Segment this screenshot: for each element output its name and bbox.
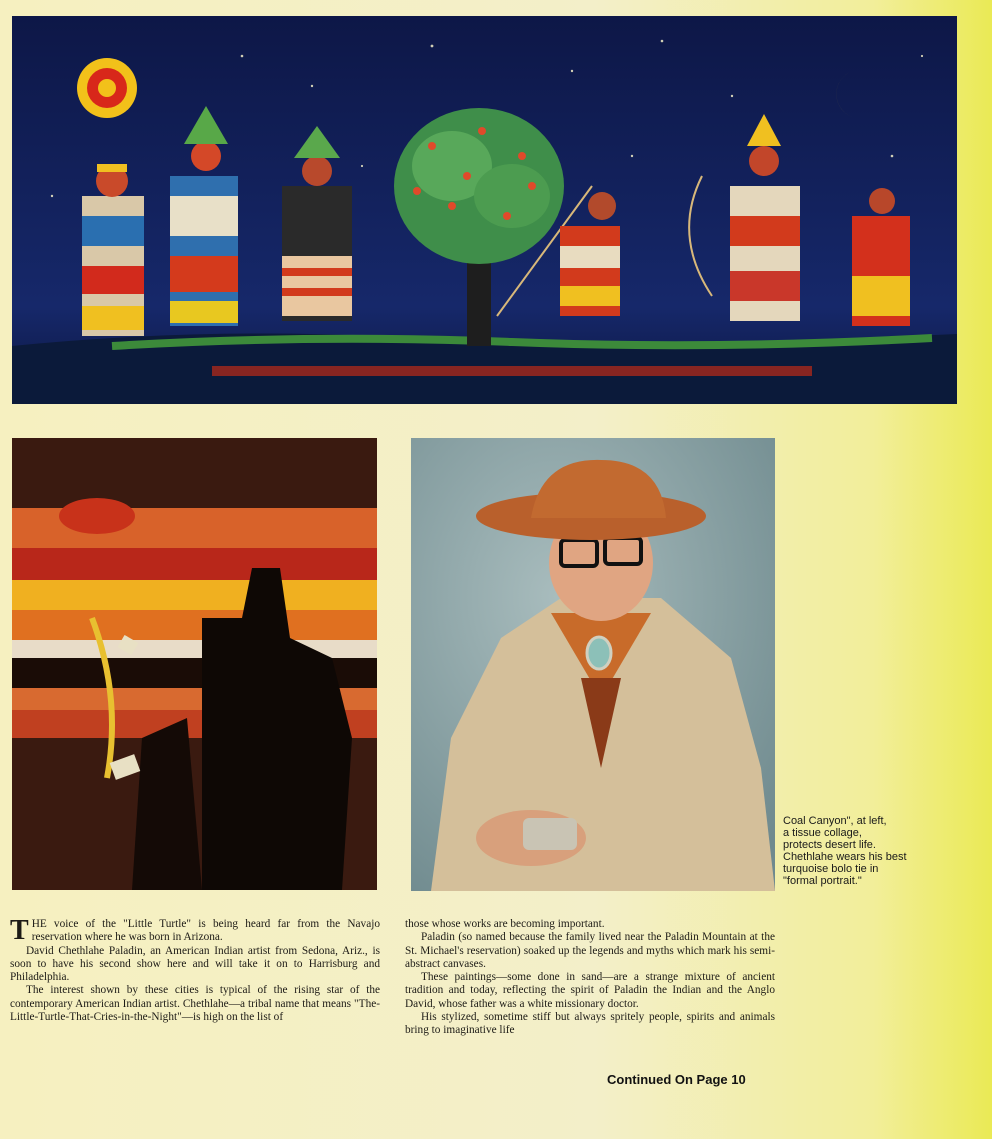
- bolo-tie-icon: [587, 637, 611, 669]
- photo-caption: [783, 815, 953, 887]
- article-column-2: [405, 918, 775, 1038]
- caption-line: turquoise bolo tie in: [783, 863, 879, 875]
- article-paragraph: The interest shown by these cities is typical of the rising star of the contemporary American Indian artist. Chethlahe—a tribal name that means "The-Little-Turtle-That-Cries-in-the-Night"—is high on the list of: [10, 984, 380, 1024]
- caption-line: Coal Canyon", at left,: [783, 815, 887, 827]
- caption-line: "formal portrait.": [783, 875, 862, 887]
- mural-painting: [12, 16, 957, 404]
- article-paragraph: David Chethlahe Paladin, an American Indian artist from Sedona, Ariz., is soon to have his second show here and will take it on to Harrisburg and Philadelphia.: [10, 944, 380, 984]
- caption-line: a tissue collage,: [783, 827, 862, 839]
- coal-canyon-painting: [12, 438, 377, 890]
- article-paragraph: His stylized, sometime stiff but always spritely people, spirits and animals bring to imaginative life: [405, 1011, 775, 1037]
- article-column-1: [10, 915, 380, 1024]
- caption-line: Chethlahe wears his best: [783, 851, 907, 863]
- continued-on-page-link: Continued On Page 10: [607, 1072, 746, 1087]
- drop-cap: T: [10, 915, 29, 946]
- article-paragraph: Paladin (so named because the family lived near the Paladin Mountain at the St. Michael's reservation) soaked up the legends and myths which mark his semi-abstract canvases.: [405, 931, 775, 970]
- article-paragraph: These paintings—some done in sand—are a strange mixture of ancient tradition and today, reflecting the spirit of Paladin the Indian and the Anglo David, whose father was a white missionary doctor.: [405, 971, 775, 1010]
- sun-icon: [77, 58, 137, 118]
- article-paragraph: those whose works are becoming important.: [405, 918, 605, 930]
- caption-line: protects desert life.: [783, 839, 876, 851]
- artist-portrait-photo: [411, 438, 775, 891]
- article-paragraph: THE voice of the "Little Turtle" is being heard far from the Navajo reservation where he was born in Arizona.: [10, 915, 380, 946]
